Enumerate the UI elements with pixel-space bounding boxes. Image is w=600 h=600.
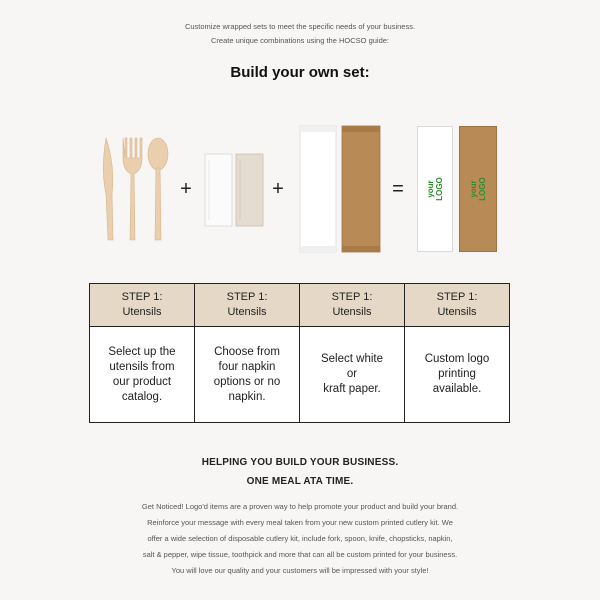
body-line-4: salt & pepper, wipe tissue, toothpick and more that can all be custom printed for your business. [142, 550, 458, 559]
intro-text [0, 20, 600, 48]
step-header-1 [90, 284, 195, 327]
napkins-image [204, 152, 266, 228]
step-header-line-2: Utensils [437, 306, 477, 319]
step-body-text: Custom logo printing available. [424, 353, 490, 396]
steps-header-row [90, 284, 510, 327]
branded-kraft-sleeve [459, 126, 497, 252]
headline-2: ONE MEAL ATA TIME. [246, 476, 354, 487]
page-title: Build your own set: [230, 64, 370, 81]
body-paragraph [100, 499, 500, 579]
body-line-5: You will love our quality and your customers will be impressed with your style! [171, 566, 429, 575]
intro-line-2: Create unique combinations using the HOCSO guide: [210, 36, 390, 45]
body-line-2: Reinforce your message with every meal taken from your new custom printed cutlery kit. We [147, 518, 453, 527]
step-header-line-2: Utensils [122, 306, 162, 319]
steps-body-row [90, 327, 510, 423]
step-body-text: Choose from four napkin options or no napkin. [213, 345, 281, 403]
white-sleeve-icon [300, 126, 336, 252]
step-header-line-1: STEP 1: [331, 291, 373, 304]
logo-line-1: your [469, 180, 478, 198]
plus-operator-2: + [272, 178, 284, 200]
logo-line-2: LOGO [478, 177, 487, 201]
intro-line-1: Customize wrapped sets to meet the specific needs of your business. [184, 22, 416, 31]
equals-operator: = [392, 178, 404, 200]
step-header-line-2: Utensils [332, 306, 372, 319]
set-illustration [0, 110, 600, 270]
body-line-3: offer a wide selection of disposable cutlery kit, include fork, spoon, knife, chopsticks, napkin, [147, 534, 453, 543]
step-body-3 [300, 327, 405, 423]
kraft-sleeve-icon [342, 126, 380, 252]
step-body-4 [405, 327, 510, 423]
wooden-spoon-icon [148, 138, 168, 240]
steps-table [89, 283, 510, 423]
step-header-3 [300, 284, 405, 327]
logo-line-1: your [426, 180, 435, 198]
branded-white-sleeve [417, 126, 453, 252]
logo-line-2: LOGO [435, 177, 444, 201]
step-header-line-1: STEP 1: [436, 291, 478, 304]
step-body-text: Select white or kraft paper. [320, 353, 383, 396]
step-header-4 [405, 284, 510, 327]
white-napkin-icon [205, 154, 232, 226]
step-header-line-2: Utensils [227, 306, 267, 319]
logo-text-kraft [469, 177, 487, 201]
step-body-2 [195, 327, 300, 423]
step-header-line-1: STEP 1: [226, 291, 268, 304]
step-body-text: Select up the utensils from our product catalog. [108, 345, 176, 403]
branded-sleeves-image [415, 124, 505, 254]
plus-operator-1: + [180, 178, 192, 200]
wooden-knife-icon [103, 138, 113, 240]
body-line-1: Get Noticed! Logo'd items are a proven way to help promote your product and build your brand. [141, 502, 459, 511]
step-header-2 [195, 284, 300, 327]
logo-text-white [426, 177, 444, 201]
wooden-fork-icon [123, 138, 142, 240]
step-body-1 [90, 327, 195, 423]
step-header-line-1: STEP 1: [121, 291, 163, 304]
paper-sleeves-image [298, 124, 388, 254]
wooden-utensils-image [100, 136, 178, 246]
kraft-napkin-icon [236, 154, 263, 226]
headline-1: HELPING YOU BUILD YOUR BUSINESS. [201, 457, 399, 468]
